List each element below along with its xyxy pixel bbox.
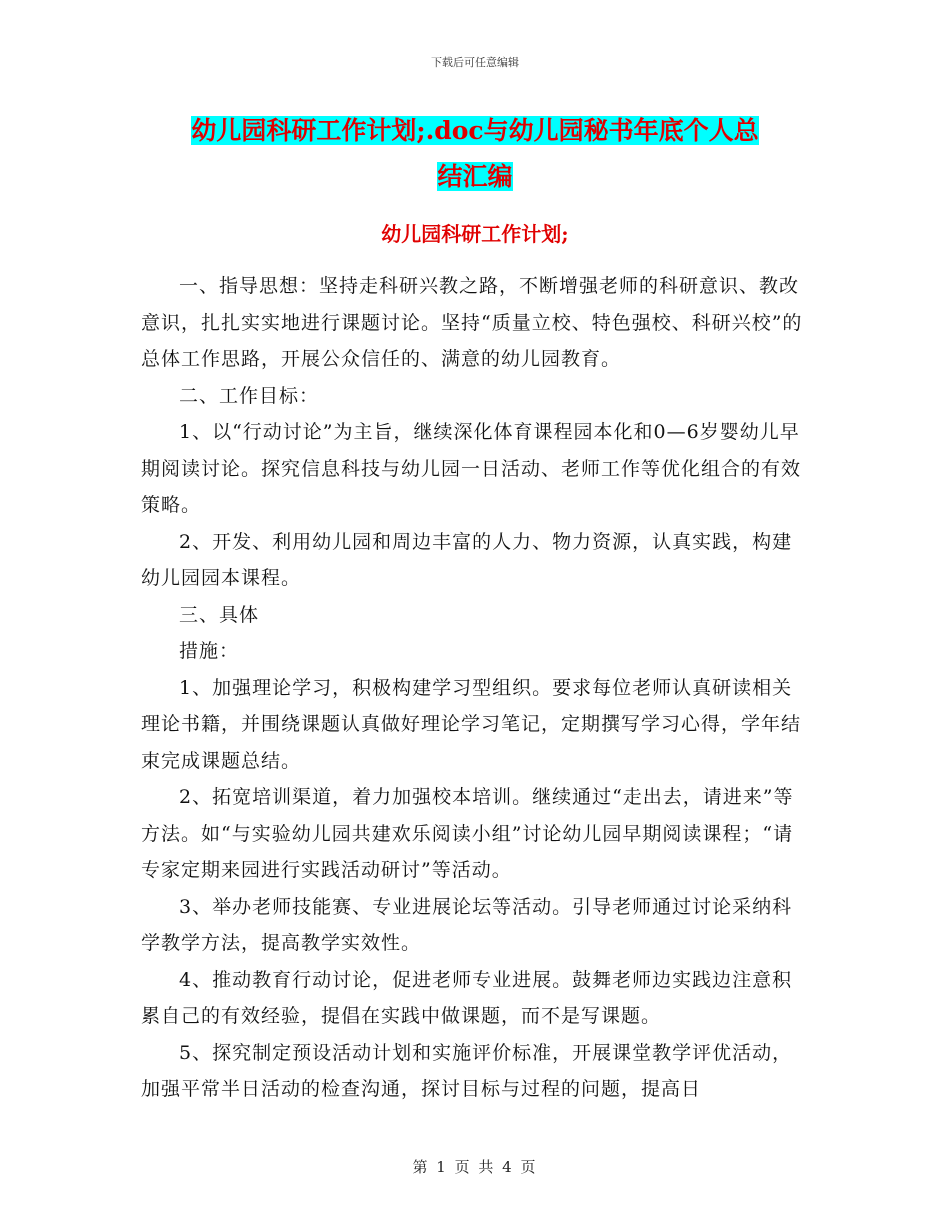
paragraph-measure-3: 3、举办老师技能赛、专业进展论坛等活动。引导老师通过讨论采纳科学教学方法，提高教学实效性。 — [141, 895, 793, 954]
paragraph-work-goals-heading: 二、工作目标： — [179, 384, 320, 407]
paragraph-measure-1: 1、加强理论学习，积极构建学习型组织。要求每位老师认真研读相关理论书籍，并围绕课题认真做好理论学习笔记，定期撰写学习心得，学年结束完成课题总结。 — [141, 676, 802, 772]
paragraph-measure-2: 2、拓宽培训渠道，着力加强校本培训。继续通过“走出去，请进来”等方法。如“与实验幼儿园共建欢乐阅读小组”讨论幼儿园早期阅读课程；“请专家定期来园进行实践活动研讨”等活动。 — [141, 786, 794, 881]
paragraph-measure-4: 4、推动教育行动讨论，促进老师专业进展。鼓舞老师边实践边注意积累自己的有效经验，提倡在实践中做课题，而不是写课题。 — [141, 968, 793, 1027]
page-number-footer: 第 1 页 共 4 页 — [412, 1158, 538, 1176]
paragraph-goal-1: 1、以“行动讨论”为主旨，继续深化体育课程园本化和0—6岁婴幼儿早期阅读讨论。探究信息科技与幼儿园一日活动、老师工作等优化组合的有效策略。 — [141, 421, 802, 516]
paragraph-measures-label: 措施： — [179, 640, 240, 662]
paragraph-guiding-ideology: 一、指导思想：坚持走科研兴教之路，不断增强老师的科研意识、教改意识，扎扎实实地进行课题讨论。坚持“质量立校、特色强校、科研兴校”的总体工作思路，开展公众信任的、满意的幼儿园教育。 — [141, 275, 803, 370]
page-header-note: 下载后可任意编辑 — [431, 56, 519, 69]
document-body — [141, 268, 809, 1108]
paragraph-measure-5: 5、探究制定预设活动计划和实施评价标准，开展课堂教学评优活动，加强平常半日活动的检查沟通，探讨目标与过程的问题，提高日 — [141, 1041, 793, 1100]
section-heading: 幼儿园科研工作计划; — [381, 222, 569, 246]
paragraph-measures-heading: 三、具体 — [179, 603, 260, 626]
document-title-line-1: 幼儿园科研工作计划;.doc与幼儿园秘书年底个人总 — [191, 116, 759, 145]
document-title — [140, 108, 810, 200]
paragraph-goal-2: 2、开发、利用幼儿园和周边丰富的人力、物力资源，认真实践，构建幼儿园园本课程。 — [141, 530, 793, 589]
document-title-line-2: 结汇编 — [437, 162, 513, 191]
